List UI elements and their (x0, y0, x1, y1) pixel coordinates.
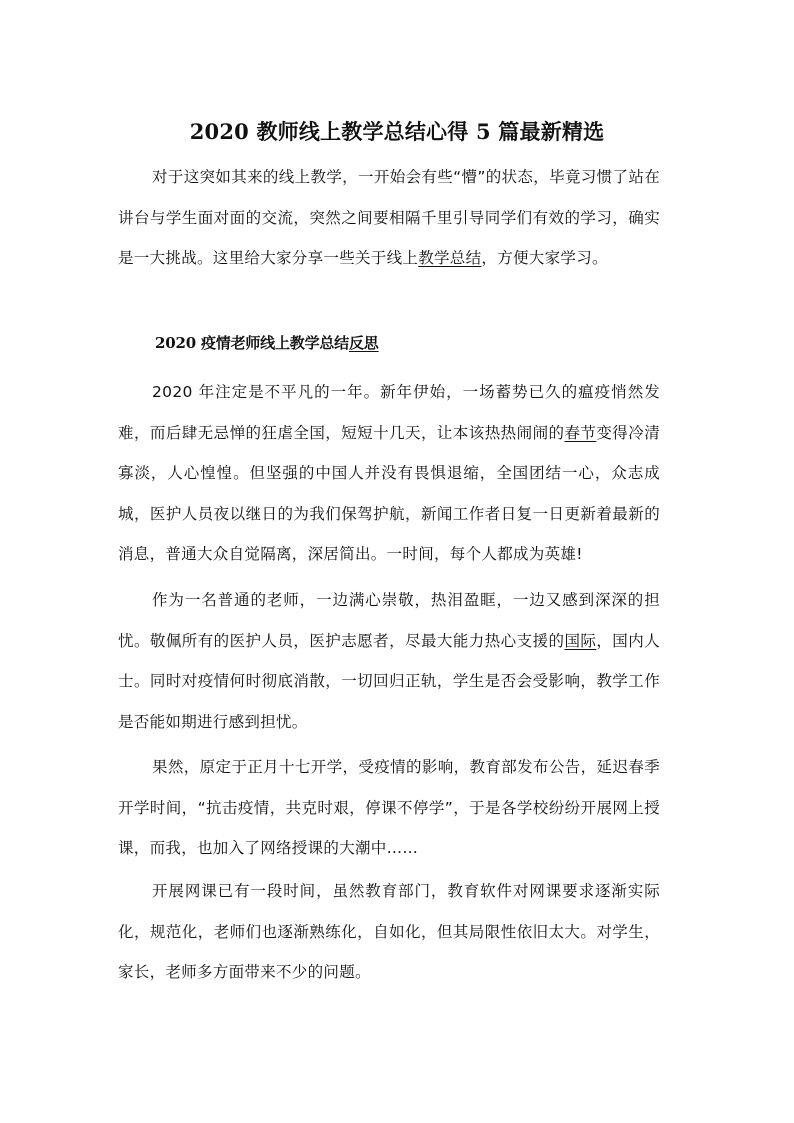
section-heading-link-reflection[interactable]: 反思 (348, 334, 379, 352)
p1-link-spring-festival[interactable]: 春节 (564, 423, 597, 442)
p2-text: 作为一名普通的老师，一边满心崇敬，热泪盈眶，一边又感到深深的担忧。敬佩所有的医护人员，医护志愿者，尽最大能力热心支援的 (118, 591, 660, 650)
section-heading (155, 328, 379, 358)
p2-text-end: ，国内人士。同时对疫情何时彻底消散，一切回归正轨，学生是否会受影响，教学工作是否能如期进行感到担忧。 (118, 631, 660, 731)
intro-link-teaching-summary[interactable]: 教学总结 (418, 249, 482, 267)
section-paragraph-1 (118, 372, 660, 575)
p1-text: 2020 年注定是不平凡的一年。新年伊始，一场蓄势已久的瘟疫悄然发难，而后肆无忌惮的狂虐全国，短短十几天，让本该热热闹闹的 (118, 383, 660, 442)
intro-text-end: ，方便大家学习。 (481, 249, 608, 267)
section-paragraph-2 (118, 580, 660, 742)
section-heading-text: 2020 疫情老师线上教学总结 (155, 334, 349, 352)
section-paragraph-4: 开展网课已有一段时间，虽然教育部门，教育软件对网课要求逐渐实际化，规范化，老师们也逐渐熟练化，自如化，但其局限性依旧太大。对学生，家长，老师多方面带来不少的问题。 (118, 882, 660, 981)
intro-paragraph (118, 157, 660, 279)
section-paragraph-3: 果然，原定于正月十七开学，受疫情的影响，教育部发布公告，延迟春季开学时间，“抗击疫情，共克时艰，停课不停学”，于是各学校纷纷开展网上授课，而我，也加入了网络授课的大潮中…… (118, 758, 660, 857)
document-title: 2020 教师线上教学总结心得 5 篇最新精选 (189, 119, 605, 144)
p2-link-international[interactable]: 国际 (564, 631, 597, 650)
p1-text-end: 变得冷清寡淡，人心惶惶。但坚强的中国人并没有畏惧退缩，全国团结一心，众志成城，医护人员夜以继日的为我们保驾护航，新闻工作者日复一日更新着最新的消息，普通大众自觉隔离，深居简出。一时间，每个人都成为英雄! (118, 423, 660, 563)
intro-text: 对于这突如其来的线上教学，一开始会有些“懵”的状态，毕竟习惯了站在讲台与学生面对面的交流，突然之间要相隔千里引导同学们有效的学习，确实是一大挑战。这里给大家分享一些关于线上 (118, 168, 660, 267)
